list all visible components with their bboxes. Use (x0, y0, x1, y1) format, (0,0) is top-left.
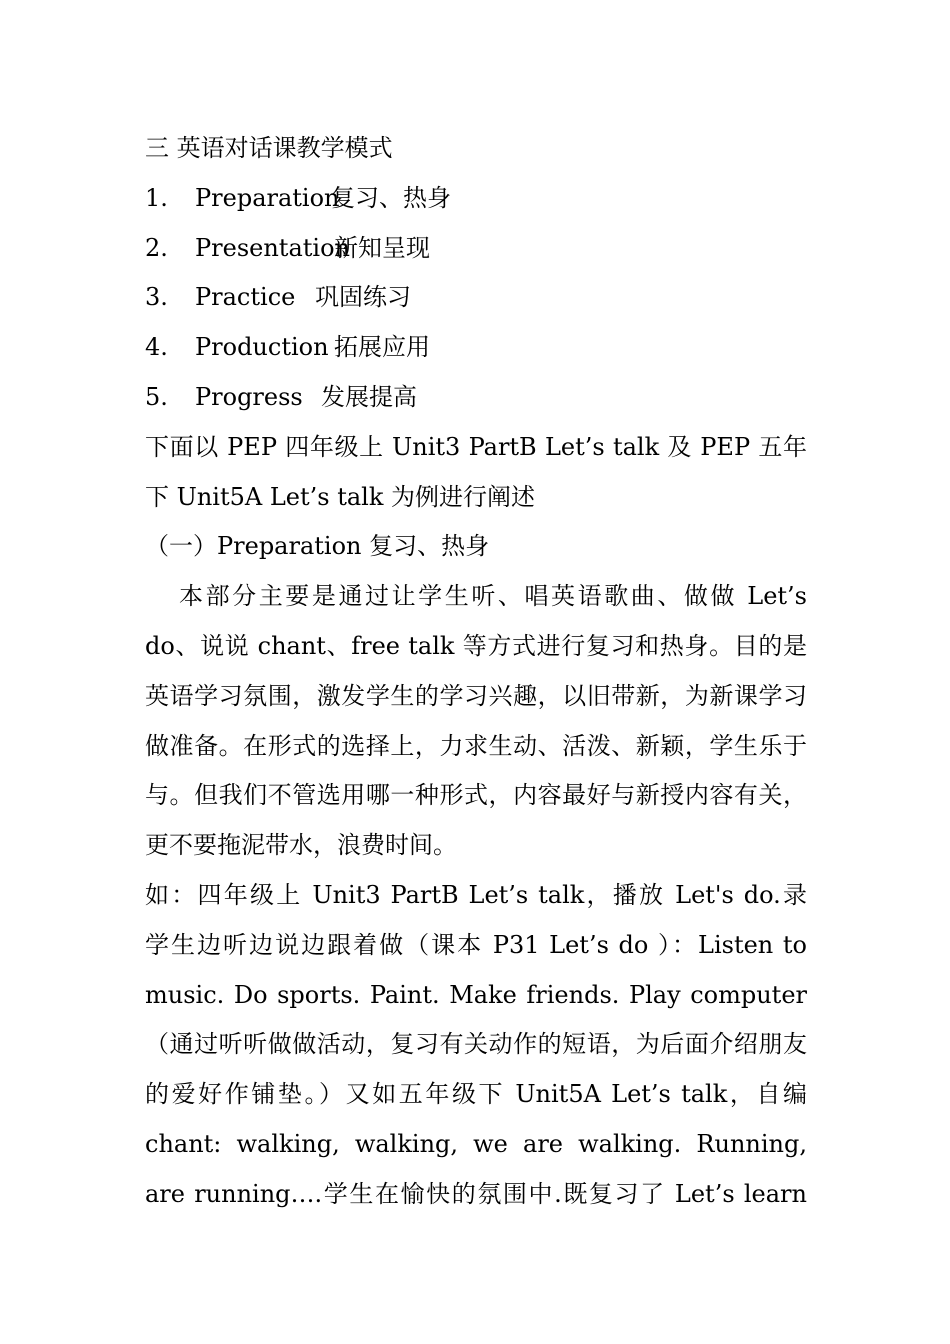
example-line: chant: walking, walking, we are walking. Running, (145, 1129, 807, 1158)
paragraph-line: 与。但我们不管选用哪一种形式，内容最好与新授内容有关， (145, 781, 807, 810)
paragraph-line: 更不要拖泥带水，浪费时间。 (145, 831, 457, 860)
step-chinese: 复习、热身 (331, 183, 451, 212)
step-number: 1. (145, 183, 168, 212)
step-english: Progress (195, 382, 303, 411)
intro-line: 下面以 PEP 四年级上 Unit3 PartB Let’s talk 及 PEP 五年 (145, 432, 807, 461)
step-english: Practice (195, 283, 296, 312)
paragraph-line: 本部分主要是通过让学生听、唱英语歌曲、做做 Let’s (179, 582, 807, 611)
document-body (145, 124, 807, 1220)
step-item (145, 174, 807, 224)
step-english: Production (195, 333, 329, 362)
step-chinese: 拓展应用 (334, 333, 430, 362)
paragraph-line: 做准备。在形式的选择上，力求生动、活泼、新颖，学生乐于 (145, 731, 807, 760)
section-heading: 三 英语对话课教学模式 (145, 134, 393, 162)
example-line: 如：四年级上 Unit3 PartB Let’s talk，播放 Let's do.录 (145, 880, 807, 909)
step-item (145, 373, 807, 423)
step-number: 5. (145, 382, 168, 411)
step-number: 3. (145, 283, 168, 312)
step-number: 2. (145, 233, 168, 262)
step-number: 4. (145, 333, 168, 362)
step-item (145, 323, 807, 373)
example-line: （通过听听做做活动，复习有关动作的短语，为后面介绍朋友 (145, 1030, 807, 1059)
subsection-title: （一）Preparation 复习、热身 (145, 532, 490, 561)
example-line: music. Do sports. Paint. Make friends. Play computer (145, 980, 807, 1009)
step-item (145, 273, 807, 323)
paragraph-line: do、说说 chant、free talk 等方式进行复习和热身。目的是 (145, 631, 807, 660)
example-line: 学生边听边说边跟着做（课本 P31 Let’s do ）：Listen to (145, 930, 807, 959)
step-item (145, 224, 807, 274)
step-english: Preparation (195, 183, 340, 212)
step-chinese: 新知呈现 (334, 233, 430, 262)
example-line: 的爱好作铺垫。）又如五年级下 Unit5A Let’s talk，自编 (145, 1080, 807, 1109)
example-line: are running….学生在愉快的氛围中.既复习了 Let’s learn (145, 1179, 807, 1208)
intro-line: 下 Unit5A Let’s talk 为例进行阐述 (145, 482, 536, 511)
step-chinese: 发展提高 (321, 382, 417, 411)
paragraph-line: 英语学习氛围，激发学生的学习兴趣，以旧带新，为新课学习 (145, 681, 807, 710)
step-chinese: 巩固练习 (315, 283, 411, 312)
step-english: Presentation (195, 233, 350, 262)
